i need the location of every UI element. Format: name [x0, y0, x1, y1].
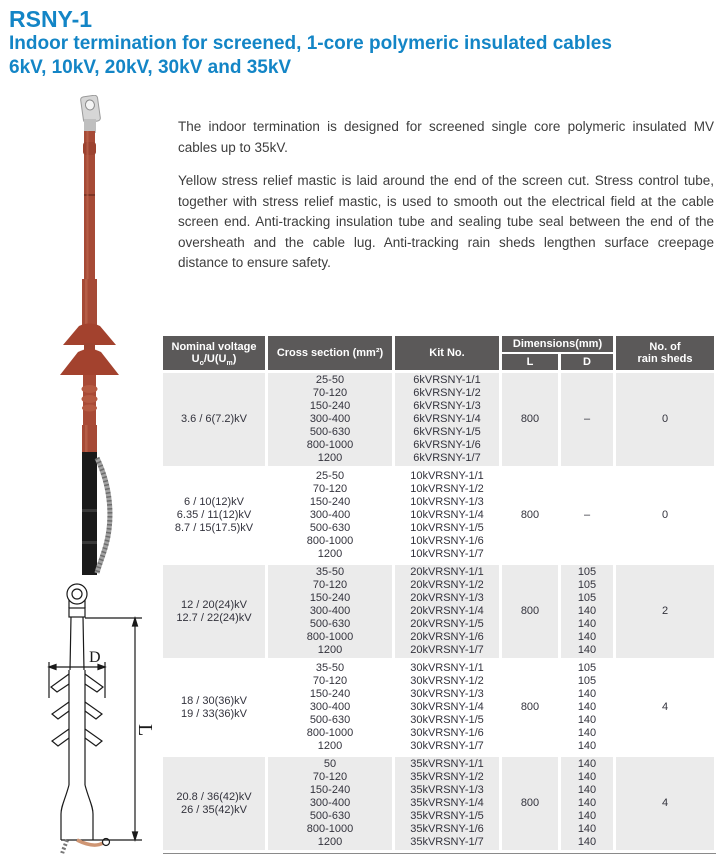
cell-line: 6kVRSNY-1/3 [413, 400, 481, 412]
cell-line: 18 / 30(36)kV [180, 694, 248, 707]
rain-sheds-cell [616, 757, 714, 850]
dim-d-cell [561, 373, 613, 466]
col-header-rain-sheds [616, 336, 714, 370]
cell-line: 25-50 [315, 374, 345, 386]
cell-line: 140 [577, 688, 597, 700]
cell-line: 500-630 [309, 810, 351, 822]
cell-line: 800-1000 [306, 631, 354, 643]
voltage-cell [163, 469, 265, 562]
kit-no-cell [395, 469, 499, 562]
cell-line: 10kVRSNY-1/7 [410, 548, 484, 560]
copper-lead [77, 840, 103, 845]
dim-d-cell [561, 757, 613, 850]
cell-line: 1200 [317, 548, 343, 560]
cell-line: 800 [520, 797, 540, 809]
col-header-dimensions: Dimensions(mm) [502, 336, 613, 352]
cell-line: 26 / 35(42)kV [180, 803, 248, 816]
dim-d-cell [561, 565, 613, 658]
voltage-cell [163, 373, 265, 466]
cell-line: 500-630 [309, 522, 351, 534]
cell-line: 6.35 / 11(12)kV [176, 509, 252, 521]
cell-line: 150-240 [309, 400, 351, 412]
cell-line: 30kVRSNY-1/2 [410, 675, 484, 687]
table-group-row [163, 565, 716, 658]
cell-line: 800 [520, 701, 540, 713]
intro-text [178, 117, 714, 287]
cell-line: 35-50 [315, 566, 345, 578]
kit-no-cell [395, 373, 499, 466]
cell-line: 20.8 / 36(42)kV [176, 790, 252, 803]
cell-line: 6kVRSNY-1/6 [413, 439, 481, 451]
cell-line: 1200 [317, 644, 343, 656]
dim-l-cell [502, 757, 558, 850]
dim-d-cell [561, 469, 613, 562]
spec-table [163, 336, 716, 854]
cell-line: 70-120 [312, 579, 348, 591]
cell-line: 30kVRSNY-1/7 [410, 740, 484, 752]
cell-line: 10kVRSNY-1/5 [410, 522, 484, 534]
cell-line: 30kVRSNY-1/4 [410, 701, 484, 713]
rain-sheds-cell [616, 373, 714, 466]
cell-line: 140 [577, 836, 597, 848]
cell-line: 6kVRSNY-1/5 [413, 426, 481, 438]
dim-l-cell [502, 469, 558, 562]
cell-line: 140 [577, 797, 597, 809]
dim-d-label: D [89, 649, 101, 666]
cell-line: 300-400 [309, 797, 351, 809]
cell-line: 20kVRSNY-1/2 [410, 579, 484, 591]
cell-line: 140 [577, 618, 597, 630]
cell-line: 0 [661, 509, 669, 521]
subtitle-line-2: 6kV, 10kV, 20kV, 30kV and 35kV [9, 57, 292, 78]
cell-line: 800 [520, 509, 540, 521]
cell-line: – [583, 413, 591, 425]
cell-line: 800 [520, 413, 540, 425]
cell-line: 105 [577, 579, 597, 591]
cell-line: 6kVRSNY-1/1 [413, 374, 481, 386]
table-group-row [163, 469, 716, 562]
rain-sheds-cell [616, 661, 714, 754]
col-header-nominal-voltage [163, 336, 265, 370]
dim-l-cell [502, 661, 558, 754]
cell-line: 140 [577, 644, 597, 656]
cell-line: 150-240 [309, 784, 351, 796]
rain-header-line1: No. of [649, 341, 681, 353]
cell-line: 140 [577, 701, 597, 713]
rain-header-line2: rain sheds [637, 353, 693, 365]
cell-line: 20kVRSNY-1/3 [410, 592, 484, 604]
cell-line: 10kVRSNY-1/1 [410, 470, 484, 482]
rain-sheds-cell [616, 565, 714, 658]
cell-line: 140 [577, 631, 597, 643]
cross-section-cell [268, 565, 392, 658]
lug-ring [67, 584, 87, 604]
cell-line: 20kVRSNY-1/1 [410, 566, 484, 578]
cell-line: 10kVRSNY-1/6 [410, 535, 484, 547]
cell-line: 0 [661, 413, 669, 425]
cell-line: 300-400 [309, 509, 351, 521]
cell-line: 800-1000 [306, 727, 354, 739]
cell-line: 6kVRSNY-1/7 [413, 452, 481, 464]
dim-l-label: L [134, 724, 156, 737]
col-header-dim-l: L [502, 354, 558, 370]
cable-lug [80, 95, 100, 123]
cell-line: 150-240 [309, 592, 351, 604]
table-header [163, 336, 716, 370]
col-header-dim-d: D [561, 354, 613, 370]
cell-line: 3.6 / 6(7.2)kV [180, 413, 248, 425]
cell-line: 20kVRSNY-1/7 [410, 644, 484, 656]
cell-line: 19 / 33(36)kV [180, 707, 248, 720]
cell-line: 6 / 10(12)kV [184, 496, 244, 508]
cell-line: 105 [577, 675, 597, 687]
cell-line: 500-630 [309, 714, 351, 726]
cell-line: 20kVRSNY-1/4 [410, 605, 484, 617]
cell-line: 105 [577, 566, 597, 578]
intro-paragraph-1: The indoor termination is designed for screened single core polymeric insulated MV cables up to 35kV. [178, 119, 714, 155]
cell-line: 30kVRSNY-1/6 [410, 727, 484, 739]
cell-line: 140 [577, 727, 597, 739]
cell-line: 105 [577, 592, 597, 604]
cell-line: 35kVRSNY-1/6 [410, 823, 484, 835]
dim-l-cell [502, 565, 558, 658]
cell-line: 140 [577, 740, 597, 752]
earth-lead [62, 840, 67, 854]
cell-line: 500-630 [309, 618, 351, 630]
voltage-header-line2: $U_o/U(U_m)$ [191, 353, 237, 368]
voltage-cell [163, 565, 265, 658]
cell-line: 140 [577, 714, 597, 726]
cell-line: 140 [577, 758, 597, 770]
cell-line: 800-1000 [306, 823, 354, 835]
cell-line: 140 [577, 823, 597, 835]
cell-line: 35kVRSNY-1/1 [410, 758, 484, 770]
cell-line: 4 [661, 797, 669, 809]
dim-l-cell [502, 373, 558, 466]
cell-line: 70-120 [312, 771, 348, 783]
cell-line: 800-1000 [306, 535, 354, 547]
cell-line: 300-400 [309, 413, 351, 425]
cell-line: 70-120 [312, 675, 348, 687]
kit-no-cell [395, 565, 499, 658]
cell-line: 12 / 20(24)kV [180, 598, 248, 611]
cell-line: 1200 [317, 740, 343, 752]
dim-d-cell [561, 661, 613, 754]
cell-line: 30kVRSNY-1/5 [410, 714, 484, 726]
technical-diagram [5, 578, 160, 854]
cell-line: 10kVRSNY-1/4 [410, 509, 484, 521]
cell-line: 140 [577, 605, 597, 617]
col-header-kit-no: Kit No. [395, 336, 499, 370]
cell-line: 20kVRSNY-1/6 [410, 631, 484, 643]
cross-section-cell [268, 757, 392, 850]
cell-line: 1200 [317, 452, 343, 464]
table-group-row [163, 661, 716, 754]
rain-sheds-cell [616, 469, 714, 562]
cell-line: 6kVRSNY-1/4 [413, 413, 481, 425]
cell-line: 6kVRSNY-1/2 [413, 387, 481, 399]
cell-line: 10kVRSNY-1/2 [410, 483, 484, 495]
cross-section-cell [268, 373, 392, 466]
cell-line: 140 [577, 810, 597, 822]
cell-line: 35kVRSNY-1/3 [410, 784, 484, 796]
table-group-row [163, 757, 716, 850]
cell-line: 30kVRSNY-1/3 [410, 688, 484, 700]
cell-line: 105 [577, 662, 597, 674]
cell-line: 800 [520, 605, 540, 617]
cell-line: 30kVRSNY-1/1 [410, 662, 484, 674]
cell-line: 12.7 / 22(24)kV [176, 611, 252, 624]
termination-photo-illustration [40, 95, 135, 575]
cell-line: 50 [323, 758, 337, 770]
cell-line: 1200 [317, 836, 343, 848]
dimension-drawing [5, 578, 160, 854]
title-block [9, 6, 714, 80]
cell-line: 150-240 [309, 496, 351, 508]
cell-line: 300-400 [309, 605, 351, 617]
cell-line: 140 [577, 771, 597, 783]
cell-line: 500-630 [309, 426, 351, 438]
cell-line: 25-50 [315, 470, 345, 482]
cell-line: – [583, 509, 591, 521]
table-body [163, 373, 716, 850]
cell-line: 35kVRSNY-1/4 [410, 797, 484, 809]
voltage-cell [163, 661, 265, 754]
kit-no-cell [395, 757, 499, 850]
cell-line: 4 [661, 701, 669, 713]
voltage-header-line1: Nominal voltage [171, 341, 257, 353]
cell-line: 70-120 [312, 387, 348, 399]
voltage-cell [163, 757, 265, 850]
cell-line: 300-400 [309, 701, 351, 713]
cell-line: 35kVRSNY-1/2 [410, 771, 484, 783]
subtitle-line-1: Indoor termination for screened, 1-core polymeric insulated cables [9, 33, 612, 54]
table-group-row [163, 373, 716, 466]
page-subtitle [9, 32, 714, 80]
cell-line: 800-1000 [306, 439, 354, 451]
cell-line: 150-240 [309, 688, 351, 700]
cross-section-cell [268, 661, 392, 754]
col-header-cross-section: Cross section (mm²) [268, 336, 392, 370]
cell-line: 35kVRSNY-1/7 [410, 836, 484, 848]
cell-line: 8.7 / 15(17.5)kV [174, 522, 254, 534]
cell-line: 70-120 [312, 483, 348, 495]
page-title: RSNY-1 [9, 6, 93, 32]
cell-line: 35kVRSNY-1/5 [410, 810, 484, 822]
cell-line: 20kVRSNY-1/5 [410, 618, 484, 630]
cell-line: 35-50 [315, 662, 345, 674]
cell-line: 10kVRSNY-1/3 [410, 496, 484, 508]
cell-line: 140 [577, 784, 597, 796]
product-photo [40, 95, 135, 575]
cross-section-cell [268, 469, 392, 562]
cell-line: 2 [661, 605, 669, 617]
intro-paragraph-2: Yellow stress relief mastic is laid around the end of the screen cut. Stress control tube, together with stress relief mastic, is used to smooth out the electrical field at the cable screen end. Anti-tracking insulation tube and sealing tube seal between the end of the oversheath and the cable lug. Anti-tracking rain sheds lengthen surface creepage distance to ensure safety. [178, 173, 714, 270]
kit-no-cell [395, 661, 499, 754]
